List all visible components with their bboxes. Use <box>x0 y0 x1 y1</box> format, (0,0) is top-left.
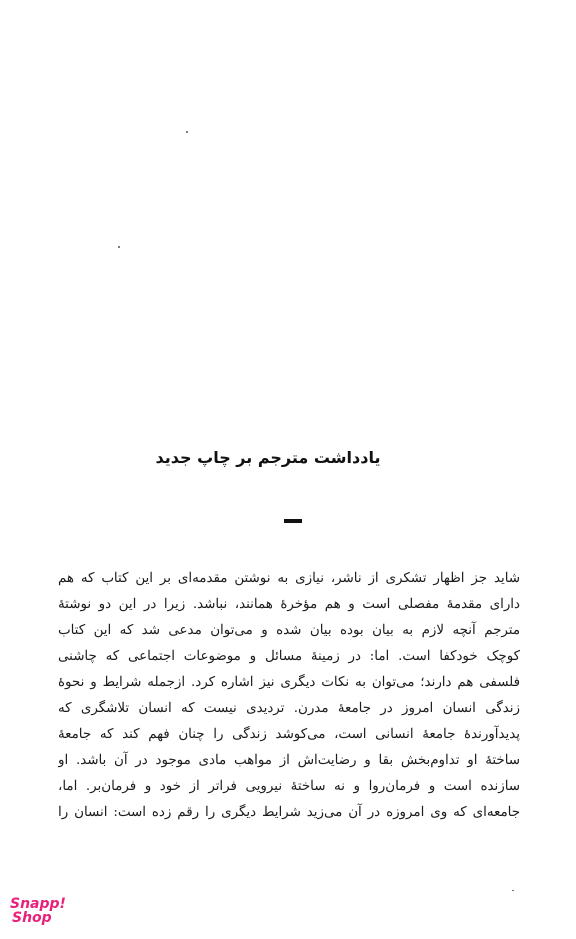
text-line: سازنده است و فرمان‌روا و نه ساختهٔ نیرویی فراتر از خود و فرمان‌بر. اما، <box>58 779 520 794</box>
text-line: جامعه‌ای که وی امروزه در آن می‌زید شرایط دیگری را رقم زده است: انسان را <box>58 805 520 820</box>
scan-speck <box>118 246 120 248</box>
scan-speck <box>186 131 188 133</box>
text-line: مترجم آنچه لازم به بیان بوده بیان شده و می‌توان مدعی شد که این کتاب <box>58 623 520 638</box>
text-line: کوچک خودکفا است. اما: در زمینهٔ مسائل و موضوعات اجتماعی که چاشنی <box>58 649 520 664</box>
text-line: دارای مقدمهٔ مفصلی است و هم مؤخرهٔ همانند، نباشد. زیرا در این دو نوشتهٔ <box>58 597 520 612</box>
chapter-title: یادداشت مترجم بر چاپ جدید <box>155 448 381 467</box>
text-line: ساختهٔ او تداوم‌بخش بقا و رضایت‌اش از مواهب مادی موجود در آن باشد. او <box>58 753 520 768</box>
snappshop-watermark-logo <box>10 897 74 933</box>
title-separator <box>284 519 302 523</box>
text-line: زندگی انسان امروز در جامعهٔ مدرن. تردیدی نیست که انسان تلاشگری که <box>58 701 520 716</box>
text-line: شاید جز اظهار تشکری از ناشر، نیازی به نوشتن مقدمه‌ای بر این کتاب که هم <box>58 571 520 586</box>
watermark-line-1: Snapp! <box>10 896 66 912</box>
watermark-line-2: Shop <box>12 910 52 926</box>
body-paragraph <box>58 566 520 826</box>
text-line: پدیدآورندهٔ جامعهٔ انسانی است، می‌کوشد زندگی را چنان فهم کند که جامعهٔ <box>58 727 520 742</box>
text-line: فلسفی هم دارند؛ می‌توان به نکات دیگری نیز اشاره کرد. ازجمله شرایط و نحوهٔ <box>58 675 520 690</box>
scan-speck <box>512 890 514 891</box>
